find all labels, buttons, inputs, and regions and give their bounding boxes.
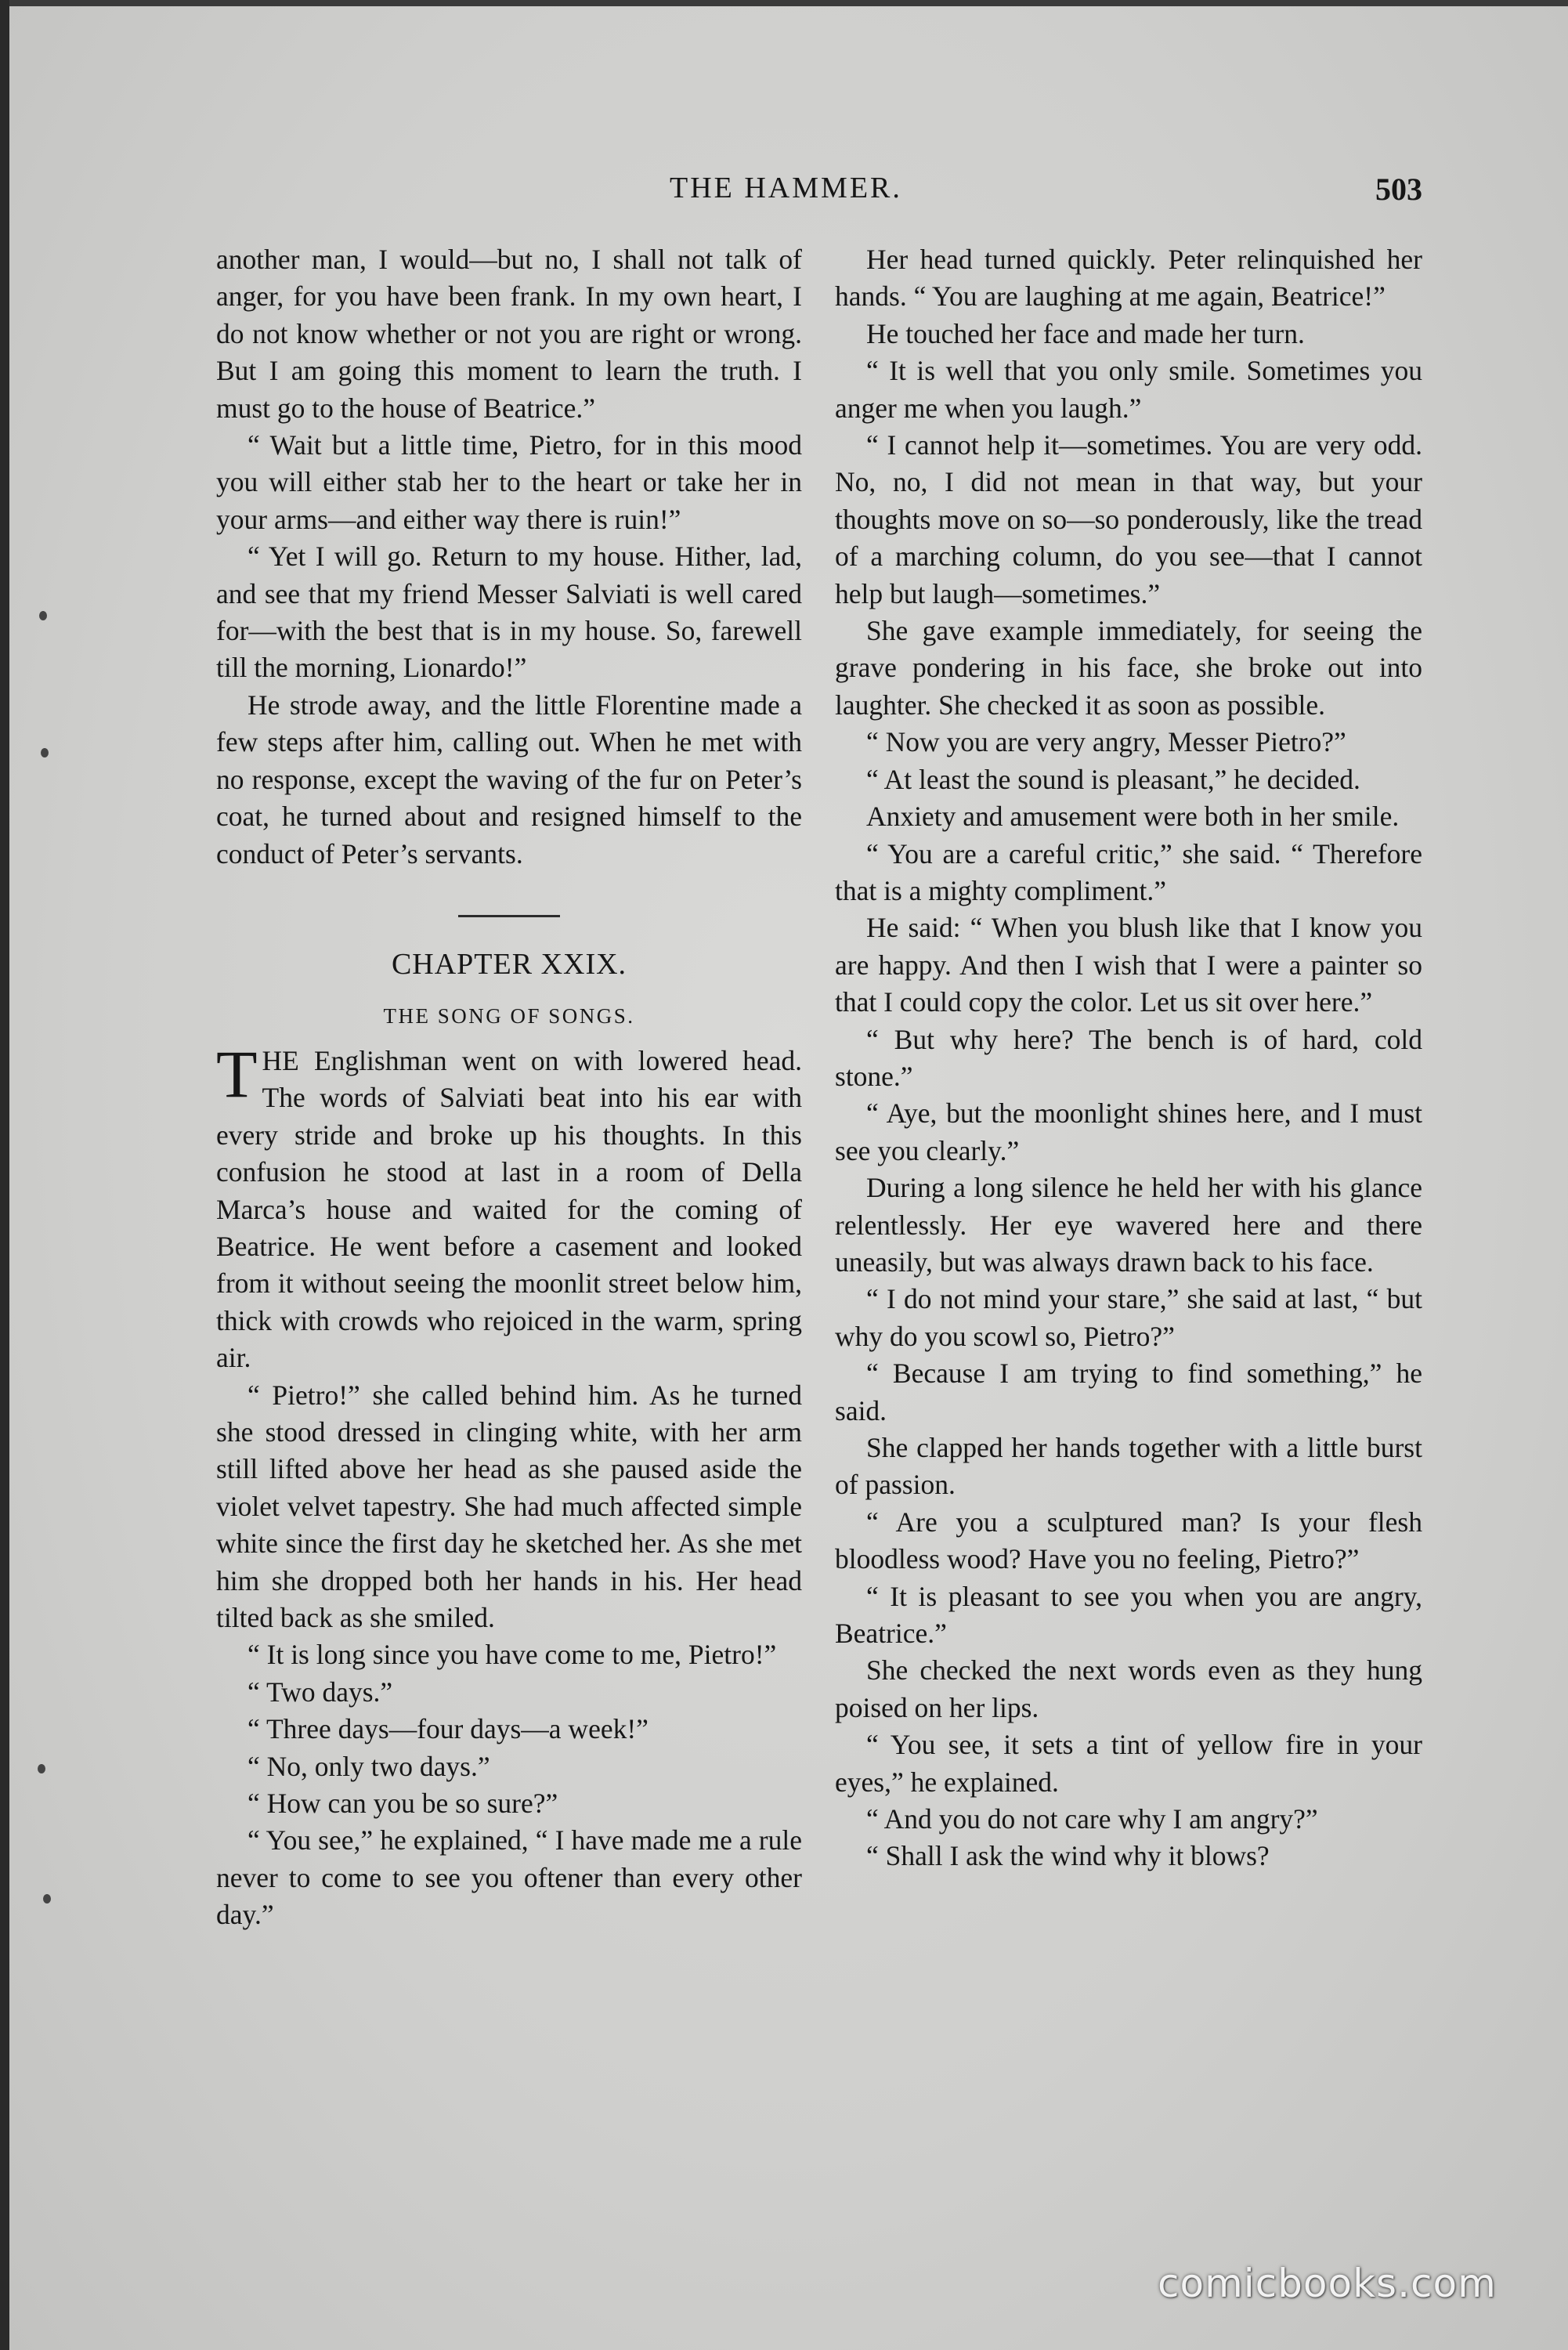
left-column	[216, 241, 802, 1934]
paragraph: “ Two days.”	[247, 1676, 393, 1708]
page-left-edge	[0, 0, 9, 2350]
paragraph: “ Three days—four days—a week!”	[247, 1713, 649, 1745]
paragraph: “ But why here? The bench is of hard, cold stone.”	[835, 1023, 1422, 1092]
paragraph: He touched her face and made her turn.	[866, 317, 1305, 349]
paragraph: “ I do not mind your stare,” she said at last, “ but why do you scowl so, Pietro?”	[835, 1283, 1422, 1352]
paragraph: “ It is long since you have come to me, Pietro!”	[247, 1639, 777, 1671]
paragraph: “ Aye, but the moonlight shines here, and I must see you clearly.”	[835, 1097, 1422, 1166]
paragraph: “ You see,” he explained, “ I have made me a rule never to come to see you oftener than every other day.”	[216, 1824, 802, 1931]
page-top-edge	[0, 0, 1568, 6]
paragraph: She checked the next words even as they hung poised on her lips.	[835, 1654, 1422, 1723]
paragraph: He said: “ When you blush like that I know you are happy. And then I wish that I were a painter so that I could copy the color. Let us sit over here.”	[835, 912, 1422, 1018]
running-header	[0, 171, 1568, 215]
drop-cap: T	[216, 1036, 258, 1112]
paragraph: During a long silence he held her with his glance relentlessly. Her eye wavered here and there uneasily, but was always drawn back to his face.	[835, 1172, 1422, 1278]
paragraph: “ Yet I will go. Return to my house. Hither, lad, and see that my friend Messer Salviati is well cared for—with the best that is in my house. So, farewell till the morning, Lionardo!”	[216, 540, 802, 684]
paragraph: “ At least the sound is pleasant,” he decided.	[866, 763, 1360, 795]
paragraph: “ And you do not care why I am angry?”	[866, 1803, 1318, 1835]
paragraph: Anxiety and amusement were both in her smile.	[866, 801, 1400, 833]
paragraph: another man, I would—but no, I shall not talk of anger, for you have been frank. In my own heart, I do not know whether or not you are right or wrong. But I am going this moment to learn the truth. I must go to the house of Beatrice.”	[216, 244, 802, 424]
binding-hole-mark	[39, 611, 47, 620]
watermark: comicbooks.com	[1158, 2261, 1497, 2306]
section-divider	[458, 915, 560, 917]
binding-hole-mark	[43, 1894, 51, 1904]
paragraph: “ How can you be so sure?”	[247, 1788, 558, 1820]
page-number: 503	[1375, 172, 1422, 207]
paragraph: “ Shall I ask the wind why it blows?	[866, 1840, 1270, 1872]
paragraph: She clapped her hands together with a little burst of passion.	[835, 1432, 1422, 1501]
paragraph: “ No, only two days.”	[247, 1750, 490, 1782]
chapter-title: CHAPTER XXIX.	[391, 947, 627, 981]
paragraph: He strode away, and the little Florentine made a few steps after him, calling out. When he met with no response, except the waving of the fur on Peter’s coat, he turned about and resigned himself to the conduct of Peter’s servants.	[216, 689, 802, 870]
paragraph: “ I cannot help it—sometimes. You are very odd. No, no, I did not mean in that way, but your thoughts move on so—so ponderously, like the tread of a marching column, do you see—that I cannot help but laugh—sometimes.”	[835, 429, 1422, 609]
paragraph: “ It is well that you only smile. Sometimes you anger me when you laugh.”	[835, 355, 1422, 424]
paragraph: “ Are you a sculptured man? Is your flesh bloodless wood? Have you no feeling, Pietro?”	[835, 1506, 1422, 1575]
paragraph: “ Pietro!” she called behind him. As he turned she stood dressed in clinging white, with her arm still lifted above her head as she paused aside the violet velvet tapestry. She had much affected simple white since the first day he sketched her. As she met him she dropped both her hands in his. Her head tilted back as she smiled.	[216, 1379, 802, 1633]
right-column	[835, 241, 1422, 1875]
chapter-opening-paragraph	[216, 1036, 802, 1377]
binding-hole-mark	[38, 1764, 45, 1773]
paragraph: “ Wait but a little time, Pietro, for in this mood you will either stab her to the heart or take her in your arms—and either way there is ruin!”	[216, 429, 802, 535]
binding-hole-mark	[41, 748, 49, 757]
opening-text: HE Englishman went on with lowered head. The words of Salviati beat into his ear with every stride and broke up his thoughts. In this confusion he stood at last in a room of Della Marca’s house and waited for the coming of Beatrice. He went before a casement and looked from it without seeing the moonlit street below him, thick with crowds who rejoiced in the warm, spring air.	[216, 1044, 802, 1374]
paragraph: “ Because I am trying to find something,” he said.	[835, 1358, 1422, 1426]
paragraph: Her head turned quickly. Peter relinquished her hands. “ You are laughing at me again, Beatrice!”	[835, 244, 1422, 313]
paragraph: “ It is pleasant to see you when you are angry, Beatrice.”	[835, 1580, 1422, 1650]
running-title: THE HAMMER.	[670, 172, 902, 204]
paragraph: “ You are a careful critic,” she said. “ Therefore that is a mighty compliment.”	[835, 837, 1422, 906]
paragraph: “ Now you are very angry, Messer Pietro?”	[866, 726, 1346, 758]
paragraph: She gave example immediately, for seeing the grave pondering in his face, she broke out into laughter. She checked it as soon as possible.	[835, 615, 1422, 721]
paragraph: “ You see, it sets a tint of yellow fire in your eyes,” he explained.	[835, 1729, 1422, 1798]
chapter-subtitle: THE SONG OF SONGS.	[383, 1003, 635, 1028]
